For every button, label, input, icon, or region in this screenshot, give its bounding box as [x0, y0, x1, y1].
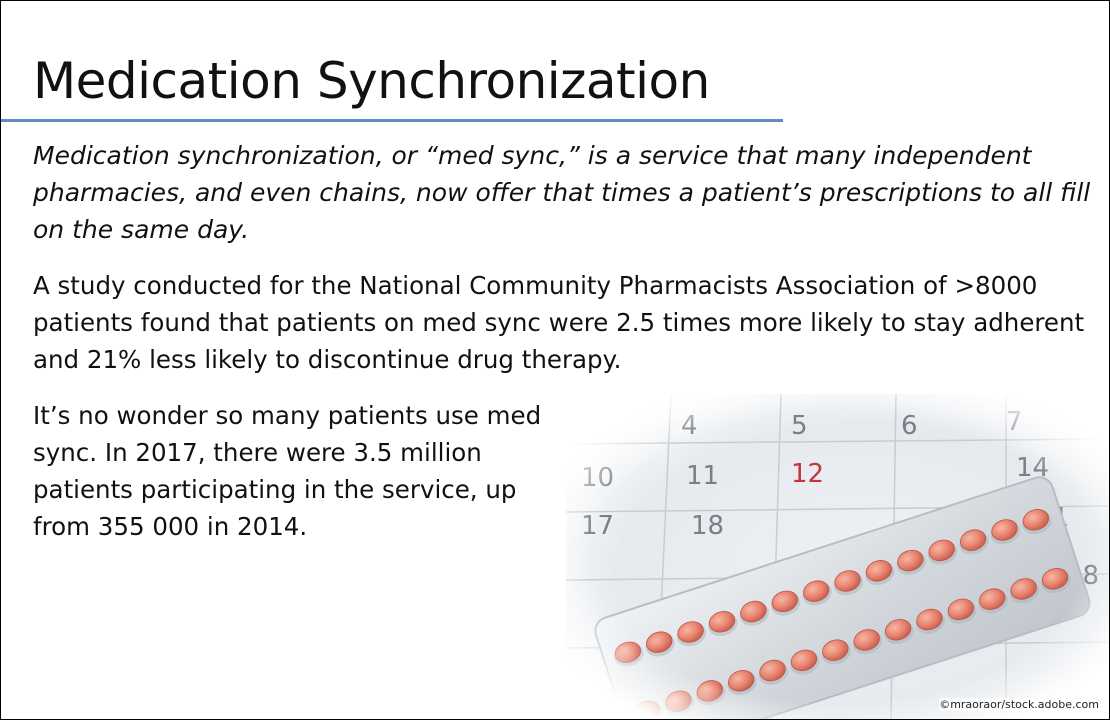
slide-title: Medication Synchronization — [33, 52, 710, 110]
photo-credit: ©mraoraor/stock.adobe.com — [939, 698, 1099, 711]
pill-calendar-photo — [566, 394, 1109, 719]
study-paragraph: A study conducted for the National Community Pharmacists Association of >8000 patients found that patients on med sync were 2.5 times more likely to stay adherent and 21% less likely to discontinue drug therapy. — [33, 271, 1085, 374]
pill-calendar-illustration — [566, 394, 1109, 719]
title-underline — [1, 119, 783, 122]
intro-paragraph: Medication synchronization, or “med sync,” is a service that many independent pharmacies, and even chains, now offer that times a patient’s prescriptions to all fill on the same day. — [33, 141, 1091, 244]
photo-vignette — [566, 394, 1109, 719]
statistics-paragraph: It’s no wonder so many patients use med sync. In 2017, there were 3.5 million patients participating in the service, up from 355 000 in 2014. — [33, 401, 542, 541]
